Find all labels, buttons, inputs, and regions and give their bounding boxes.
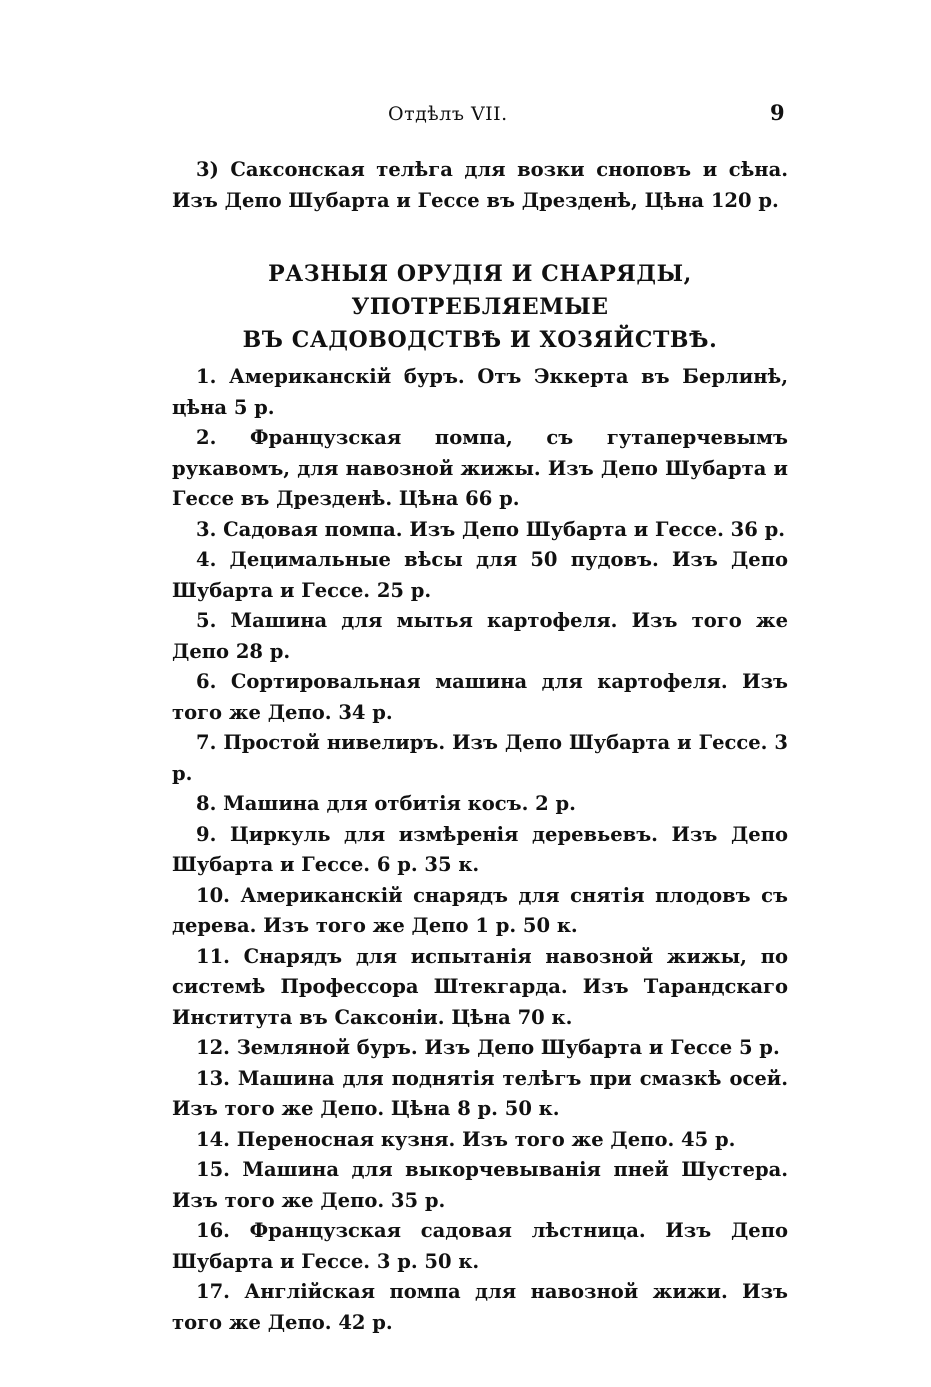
list-item-9: 9. Циркуль для измѣренія деревьевъ. Изъ Депо Шубарта и Гессе. 6 р. 35 к. (172, 822, 788, 876)
item-list (172, 362, 788, 1338)
list-item-5: 5. Машина для мытья картофеля. Изъ того же Депо 28 р. (172, 609, 788, 663)
list-item-13: 13. Машина для поднятія телѣгъ при смазкѣ осей. Изъ того же Депо. Цѣна 8 р. 50 к. (172, 1066, 788, 1120)
list-item-11: 11. Снарядъ для испытанія навозной жижы, по системѣ Профессора Штекгарда. Изъ Тарандскаго Института въ Саксоніи. Цѣна 70 к. (172, 944, 788, 1029)
list-item-14: 14. Переносная кузня. Изъ того же Депо. 45 р. (196, 1127, 736, 1151)
list-item-4: 4. Децимальные вѣсы для 50 пудовъ. Изъ Депо Шубарта и Гессе. 25 р. (172, 548, 788, 602)
section-heading (172, 258, 788, 357)
running-head: Отдѣлъ VII. (388, 103, 508, 125)
intro-paragraph: 3) Саксонская телѣга для возки сноповъ и сѣна. Изъ Депо Шубарта и Гессе въ Дрезденѣ, Цѣна 120 р. (172, 158, 788, 212)
list-item-16: 16. Французская садовая лѣстница. Изъ Депо Шубарта и Гессе. 3 р. 50 к. (172, 1219, 788, 1273)
section-heading-line-2: ВЪ САДОВОДСТВѢ И ХОЗЯЙСТВѢ. (242, 327, 718, 353)
list-item-6: 6. Сортировальная машина для картофеля. Изъ того же Депо. 34 р. (172, 670, 788, 724)
page-number: 9 (770, 100, 785, 125)
list-item-8: 8. Машина для отбитія косъ. 2 р. (196, 792, 576, 815)
list-item-10: 10. Американскій снарядъ для снятія плодовъ съ дерева. Изъ того же Депо 1 р. 50 к. (172, 883, 788, 937)
list-item-7: 7. Простой нивелиръ. Изъ Депо Шубарта и Гессе. 3 р. (172, 731, 788, 785)
list-item-2: 2. Французская помпа, съ гутаперчевымъ рукавомъ, для навозной жижы. Изъ Депо Шубарта и Гессе въ Дрезденѣ. Цѣна 66 р. (172, 426, 788, 510)
list-item-3: 3. Садовая помпа. Изъ Депо Шубарта и Гессе. 36 р. (196, 517, 786, 541)
section-heading-line-1: РАЗНЫЯ ОРУДІЯ И СНАРЯДЫ, УПОТРЕБЛЯЕМЫЕ (268, 261, 692, 320)
list-item-15: 15. Машина для выкорчевыванія пней Шустера. Изъ того же Депо. 35 р. (172, 1158, 788, 1212)
list-item-17: 17. Англійская помпа для навозной жижи. Изъ того же Депо. 42 р. (172, 1280, 788, 1334)
list-item-12: 12. Земляной буръ. Изъ Депо Шубарта и Гессе 5 р. (196, 1036, 780, 1059)
list-item-1: 1. Американскій буръ. Отъ Эккерта въ Берлинѣ, цѣна 5 р. (172, 365, 788, 419)
